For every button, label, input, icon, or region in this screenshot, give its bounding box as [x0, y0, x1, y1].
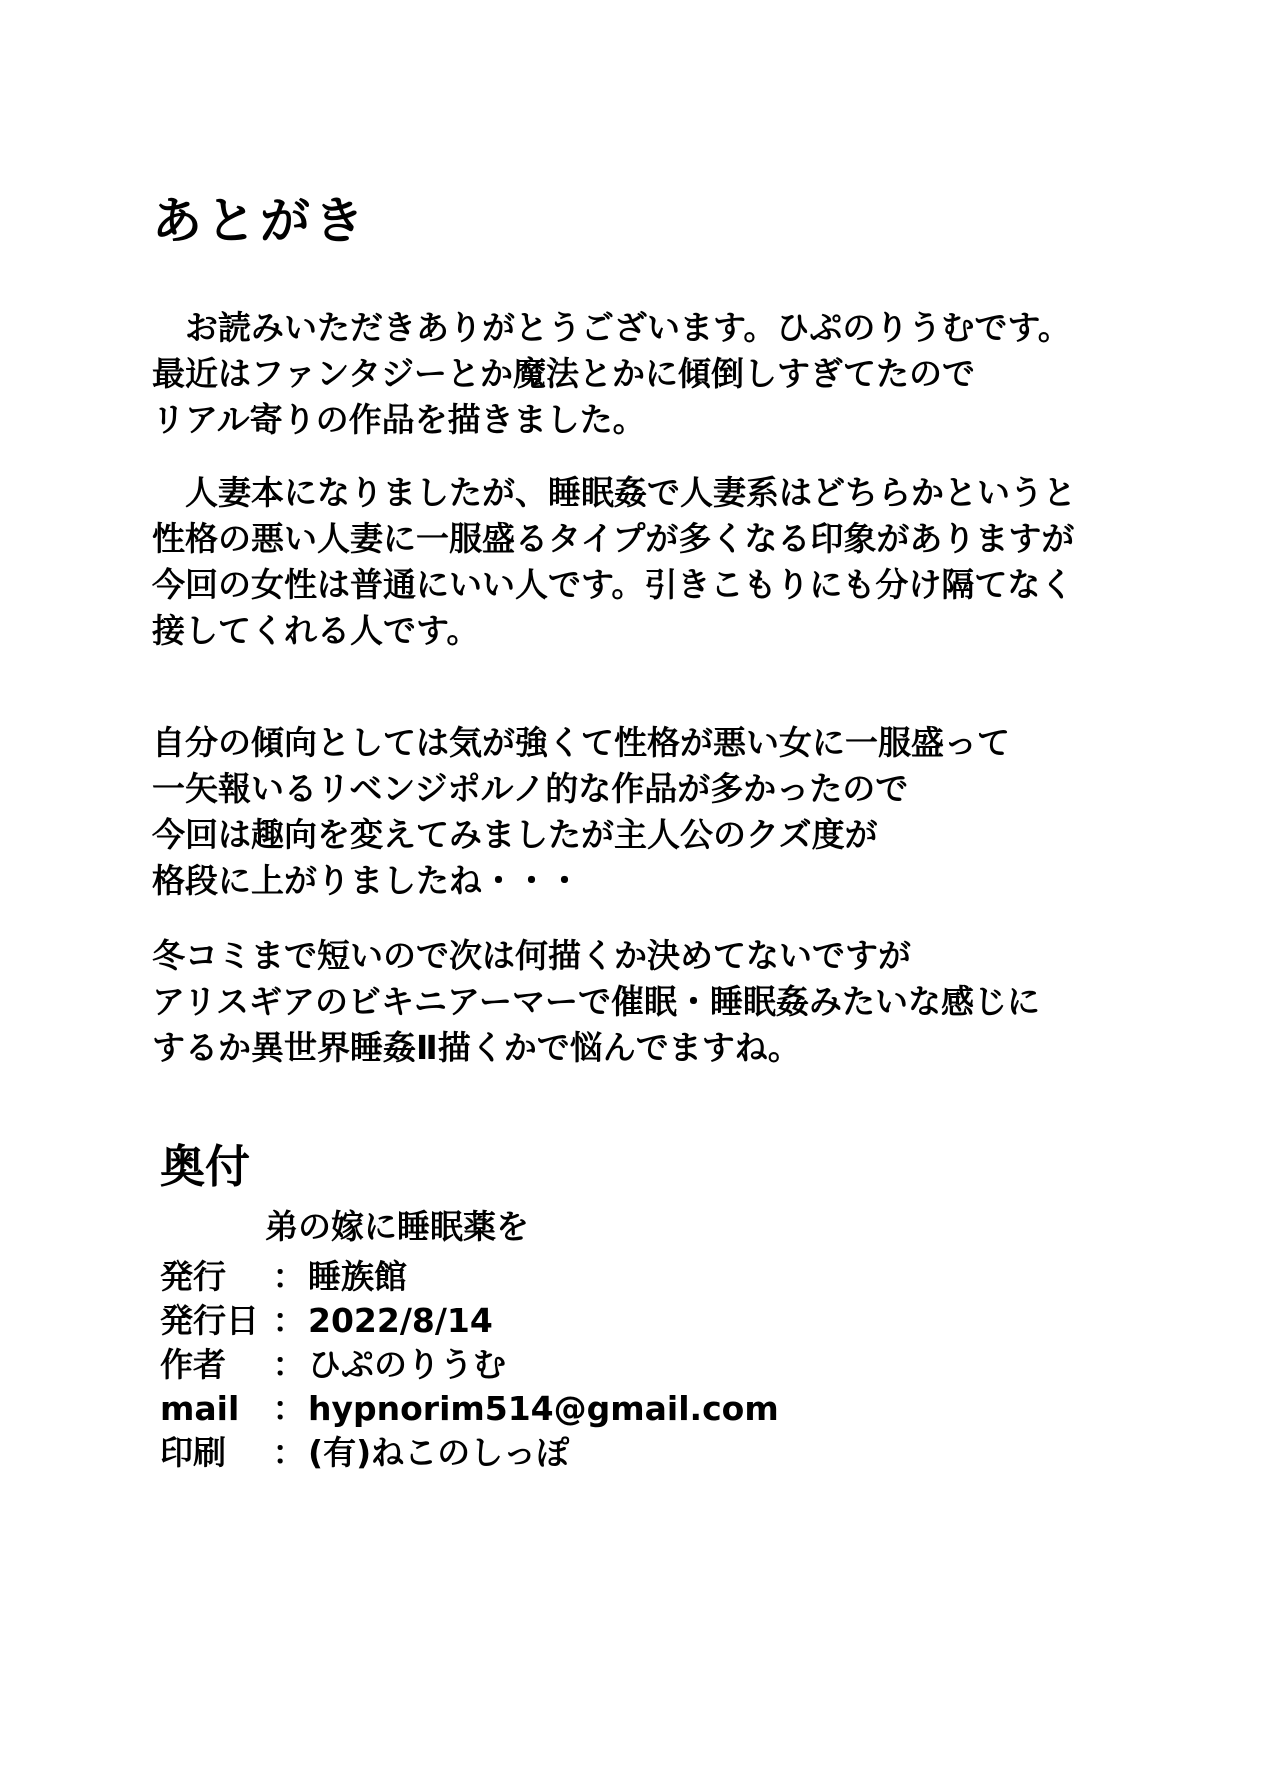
colophon-separator: ： [272, 1389, 306, 1428]
paragraph-line: 自分の傾向としては気が強くて性格が悪い女に一服盛って [152, 723, 1010, 762]
colophon-label: 作者 [160, 1345, 226, 1384]
paragraph-line: 人妻本になりましたが、睡眠姦で人妻系はどちらかというと [152, 473, 1076, 512]
colophon-value: (有)ねこのしっぽ [308, 1433, 570, 1472]
book-title: 弟の嫁に睡眠薬を [265, 1207, 529, 1246]
afterword-paragraph [152, 720, 1010, 904]
paragraph-line: 接してくれる人です。 [152, 611, 480, 650]
afterword-paragraph [152, 305, 1071, 443]
paragraph-line: お読みいただきありがとうございます。ひぷのりうむです。 [152, 308, 1071, 347]
colophon-row-printer [160, 1431, 779, 1475]
colophon-separator: ： [272, 1301, 306, 1340]
colophon-value: ひぷのりうむ [308, 1345, 506, 1384]
colophon-row-mail [160, 1387, 779, 1431]
colophon-label: mail [160, 1389, 240, 1428]
paragraph-line: 今回の女性は普通にいい人です。引きこもりにも分け隔てなく [152, 565, 1074, 604]
colophon-table [160, 1255, 779, 1475]
colophon-row-author [160, 1343, 779, 1387]
paragraph-line: リアル寄りの作品を描きました。 [152, 400, 646, 439]
paragraph-line: するか異世界睡姦Ⅱ描くかで悩んでますね。 [152, 1028, 801, 1067]
colophon-label: 発行日 [160, 1301, 259, 1340]
colophon-value: 睡族館 [308, 1257, 407, 1296]
colophon-row-publisher [160, 1255, 779, 1299]
afterword-heading: あとがき [152, 192, 368, 250]
colophon-value: hypnorim514@gmail.com [308, 1389, 779, 1428]
colophon-label: 印刷 [160, 1433, 226, 1472]
paragraph-line: 最近はファンタジーとか魔法とかに傾倒しすぎてたので [152, 354, 976, 393]
paragraph-line: 格段に上がりましたね・・・ [152, 861, 581, 900]
colophon-separator: ： [272, 1257, 306, 1296]
colophon-heading: 奥付 [160, 1140, 251, 1193]
paragraph-line: 冬コミまで短いので次は何描くか決めてないですが [152, 936, 911, 975]
colophon-label: 発行 [160, 1257, 226, 1296]
paragraph-line: 今回は趣向を変えてみましたが主人公のクズ度が [152, 815, 878, 854]
colophon-row-date [160, 1299, 779, 1343]
colophon-separator: ： [272, 1345, 306, 1384]
paragraph-line: 性格の悪い人妻に一服盛るタイプが多くなる印象がありますが [152, 519, 1075, 558]
paragraph-line: アリスギアのビキニアーマーで催眠・睡眠姦みたいな感じに [152, 982, 1041, 1021]
afterword-paragraph [152, 470, 1076, 654]
colophon-value: 2022/8/14 [308, 1301, 493, 1340]
colophon-separator: ： [272, 1433, 306, 1472]
afterword-paragraph [152, 933, 1040, 1071]
paragraph-line: 一矢報いるリベンジポルノ的な作品が多かったので [152, 769, 909, 808]
